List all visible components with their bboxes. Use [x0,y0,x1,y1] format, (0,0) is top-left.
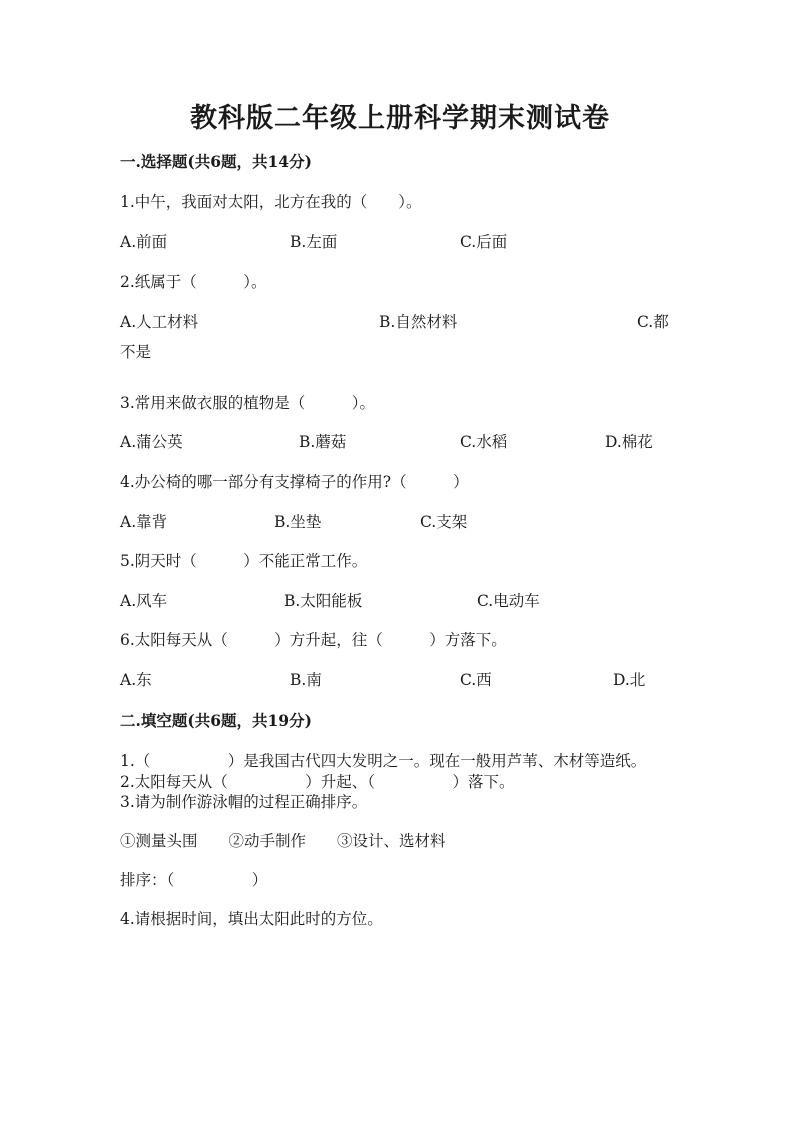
option-2b: B.自然材料 [379,313,458,331]
option-1b: B.左面 [290,233,338,251]
section-heading-choice: 一.选择题(共6题，共14分) [120,152,312,171]
option-5b: B.太阳能板 [284,592,363,610]
option-2c: C.都 [637,313,669,331]
option-3c: C.水稻 [460,433,508,451]
option-1a: A.前面 [120,233,168,251]
question-stem-1: 1.中午，我面对太阳，北方在我的（ ）。 [120,193,422,211]
section-heading-fill: 二.填空题(共6题，共19分) [120,711,312,730]
option-5c: C.电动车 [477,592,540,610]
fill-line-1: 1.（ ）是我国古代四大发明之一。现在一般用芦苇、木材等造纸。 [120,752,647,770]
question-stem-4: 4.办公椅的哪一部分有支撑椅子的作用?（ ） [120,473,469,491]
question-stem-6: 6.太阳每天从（ ）方升起，往（ ）方落下。 [120,631,507,649]
option-6c: C.西 [460,671,492,689]
question-stem-5: 5.阴天时（ ）不能正常工作。 [120,552,368,570]
question-stem-2: 2.纸属于（ ）。 [120,273,267,291]
fill-line-order: 排序：（ ） [120,871,268,889]
option-2c-continued: 不是 [120,343,152,361]
option-1c: C.后面 [460,233,508,251]
option-3d: D.棉花 [605,433,653,451]
option-3b: B.蘑菇 [299,433,347,451]
option-5a: A.风车 [120,592,168,610]
option-2a: A.人工材料 [120,313,199,331]
page-title: 教科版二年级上册科学期末测试卷 [190,103,610,134]
question-stem-3: 3.常用来做衣服的植物是（ ）。 [120,394,376,412]
option-4b: B.坐垫 [274,513,322,531]
option-3a: A.蒲公英 [120,433,183,451]
fill-line-3: 3.请为制作游泳帽的过程正确排序。 [120,793,368,811]
option-6d: D.北 [613,671,646,689]
fill-line-2: 2.太阳每天从（ ）升起、（ ）落下。 [120,773,515,791]
option-4c: C.支架 [420,513,468,531]
fill-line-4: 4.请根据时间，填出太阳此时的方位。 [120,910,383,928]
option-6b: B.南 [290,671,322,689]
option-4a: A.靠背 [120,513,168,531]
option-6a: A.东 [120,671,152,689]
fill-line-steps: ①测量头围 ②动手制作 ③设计、选材料 [120,832,446,850]
